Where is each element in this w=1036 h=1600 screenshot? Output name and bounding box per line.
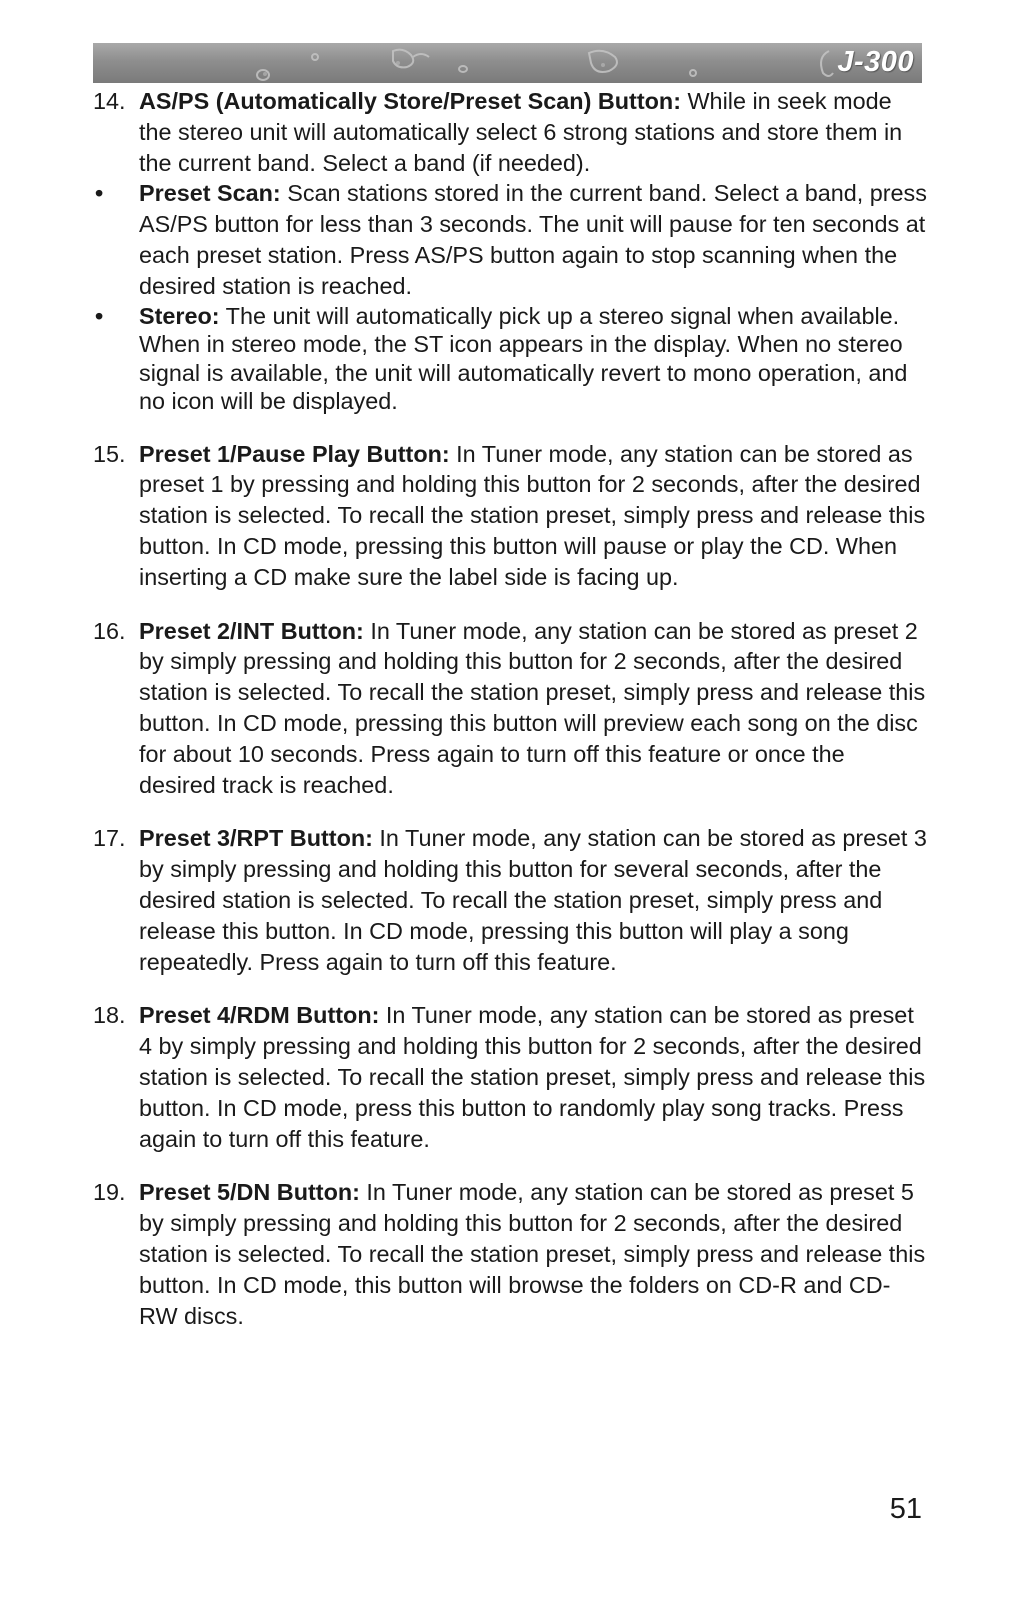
list-item xyxy=(93,86,927,178)
list-item xyxy=(93,1000,927,1154)
bullet-item xyxy=(93,178,927,301)
item-title: Stereo: xyxy=(139,302,220,329)
item-text: In Tuner mode, any station can be stored as preset 2 by simply pressing and holding this button for 2 seconds, after the desired station is selected. To recall the station preset, simply press and release this button. In CD mode, pressing this button will preview each song on the disc for about 10 seconds. Press again to turn off this feature or once the desired track is reached. xyxy=(139,617,926,798)
item-number: 18. xyxy=(93,1002,126,1029)
item-title: Preset 1/Pause Play Button: xyxy=(139,440,450,467)
item-number: 17. xyxy=(93,825,126,852)
item-text: In Tuner mode, any station can be stored as preset 5 by simply pressing and holding this button for 2 seconds, after the desired station is selected. To recall the station preset, simply press and release this button. In CD mode, this button will browse the folders on CD-R and CD-RW discs. xyxy=(139,1179,926,1329)
item-text: In Tuner mode, any station can be stored as preset 1 by pressing and holding this button for 2 seconds, after the desired station is selected. To recall the station preset, simply press and release this button. In CD mode, pressing this button will pause or play the CD. When inserting a CD make sure the label side is facing up. xyxy=(139,440,926,590)
list-item xyxy=(93,823,927,977)
item-title: Preset 4/RDM Button: xyxy=(139,1002,380,1029)
item-number: 19. xyxy=(93,1179,126,1206)
item-title: Preset Scan: xyxy=(139,180,281,207)
bullet-item xyxy=(93,302,927,416)
water-drops-decoration xyxy=(93,43,922,83)
item-title: Preset 5/DN Button: xyxy=(139,1179,360,1206)
list-item xyxy=(93,1177,927,1331)
item-text: Scan stations stored in the current band. Select a band, press AS/PS button for less than 3 seconds. The unit will pause for ten seconds at each preset station. Press AS/PS button again to stop scanning when the desired station is reached. xyxy=(139,180,927,299)
bullet-marker: • xyxy=(95,302,104,329)
list-item xyxy=(93,616,927,801)
item-number: 16. xyxy=(93,617,126,644)
list-item xyxy=(93,439,927,593)
item-text: The unit will automatically pick up a stereo signal when available. When in stereo mode, the ST icon appears in the display. When no stereo signal is available, the unit will automatically revert to mono operation, and no icon will be displayed. xyxy=(139,302,908,415)
item-text: In Tuner mode, any station can be stored as preset 4 by simply pressing and holding this button for 2 seconds, after the desired station is selected. To recall the station preset, simply press and release this button. In CD mode, press this button to randomly play song tracks. Press again to turn off this feature. xyxy=(139,1002,926,1152)
header-bar xyxy=(93,43,922,83)
item-number: 14. xyxy=(93,88,126,114)
page-number: 51 xyxy=(889,1493,922,1525)
document-body xyxy=(93,86,927,1331)
item-title: Preset 2/INT Button: xyxy=(139,617,364,644)
model-label: J-300 xyxy=(837,46,914,78)
item-text: In Tuner mode, any station can be stored as preset 3 by simply pressing and holding this button for several seconds, after the desired station is selected. To recall the station preset, simply press and release this button. In CD mode, pressing this button will play a song repeatedly. Press again to turn off this feature. xyxy=(139,825,927,975)
item-title: Preset 3/RPT Button: xyxy=(139,825,373,852)
item-text: While in seek mode the stereo unit will automatically select 6 strong stations and store them in the current band. Select a band (if needed). xyxy=(139,88,903,176)
item-number: 15. xyxy=(93,440,126,467)
bullet-marker: • xyxy=(95,180,104,207)
item-title: AS/PS (Automatically Store/Preset Scan) Button: xyxy=(139,88,681,114)
